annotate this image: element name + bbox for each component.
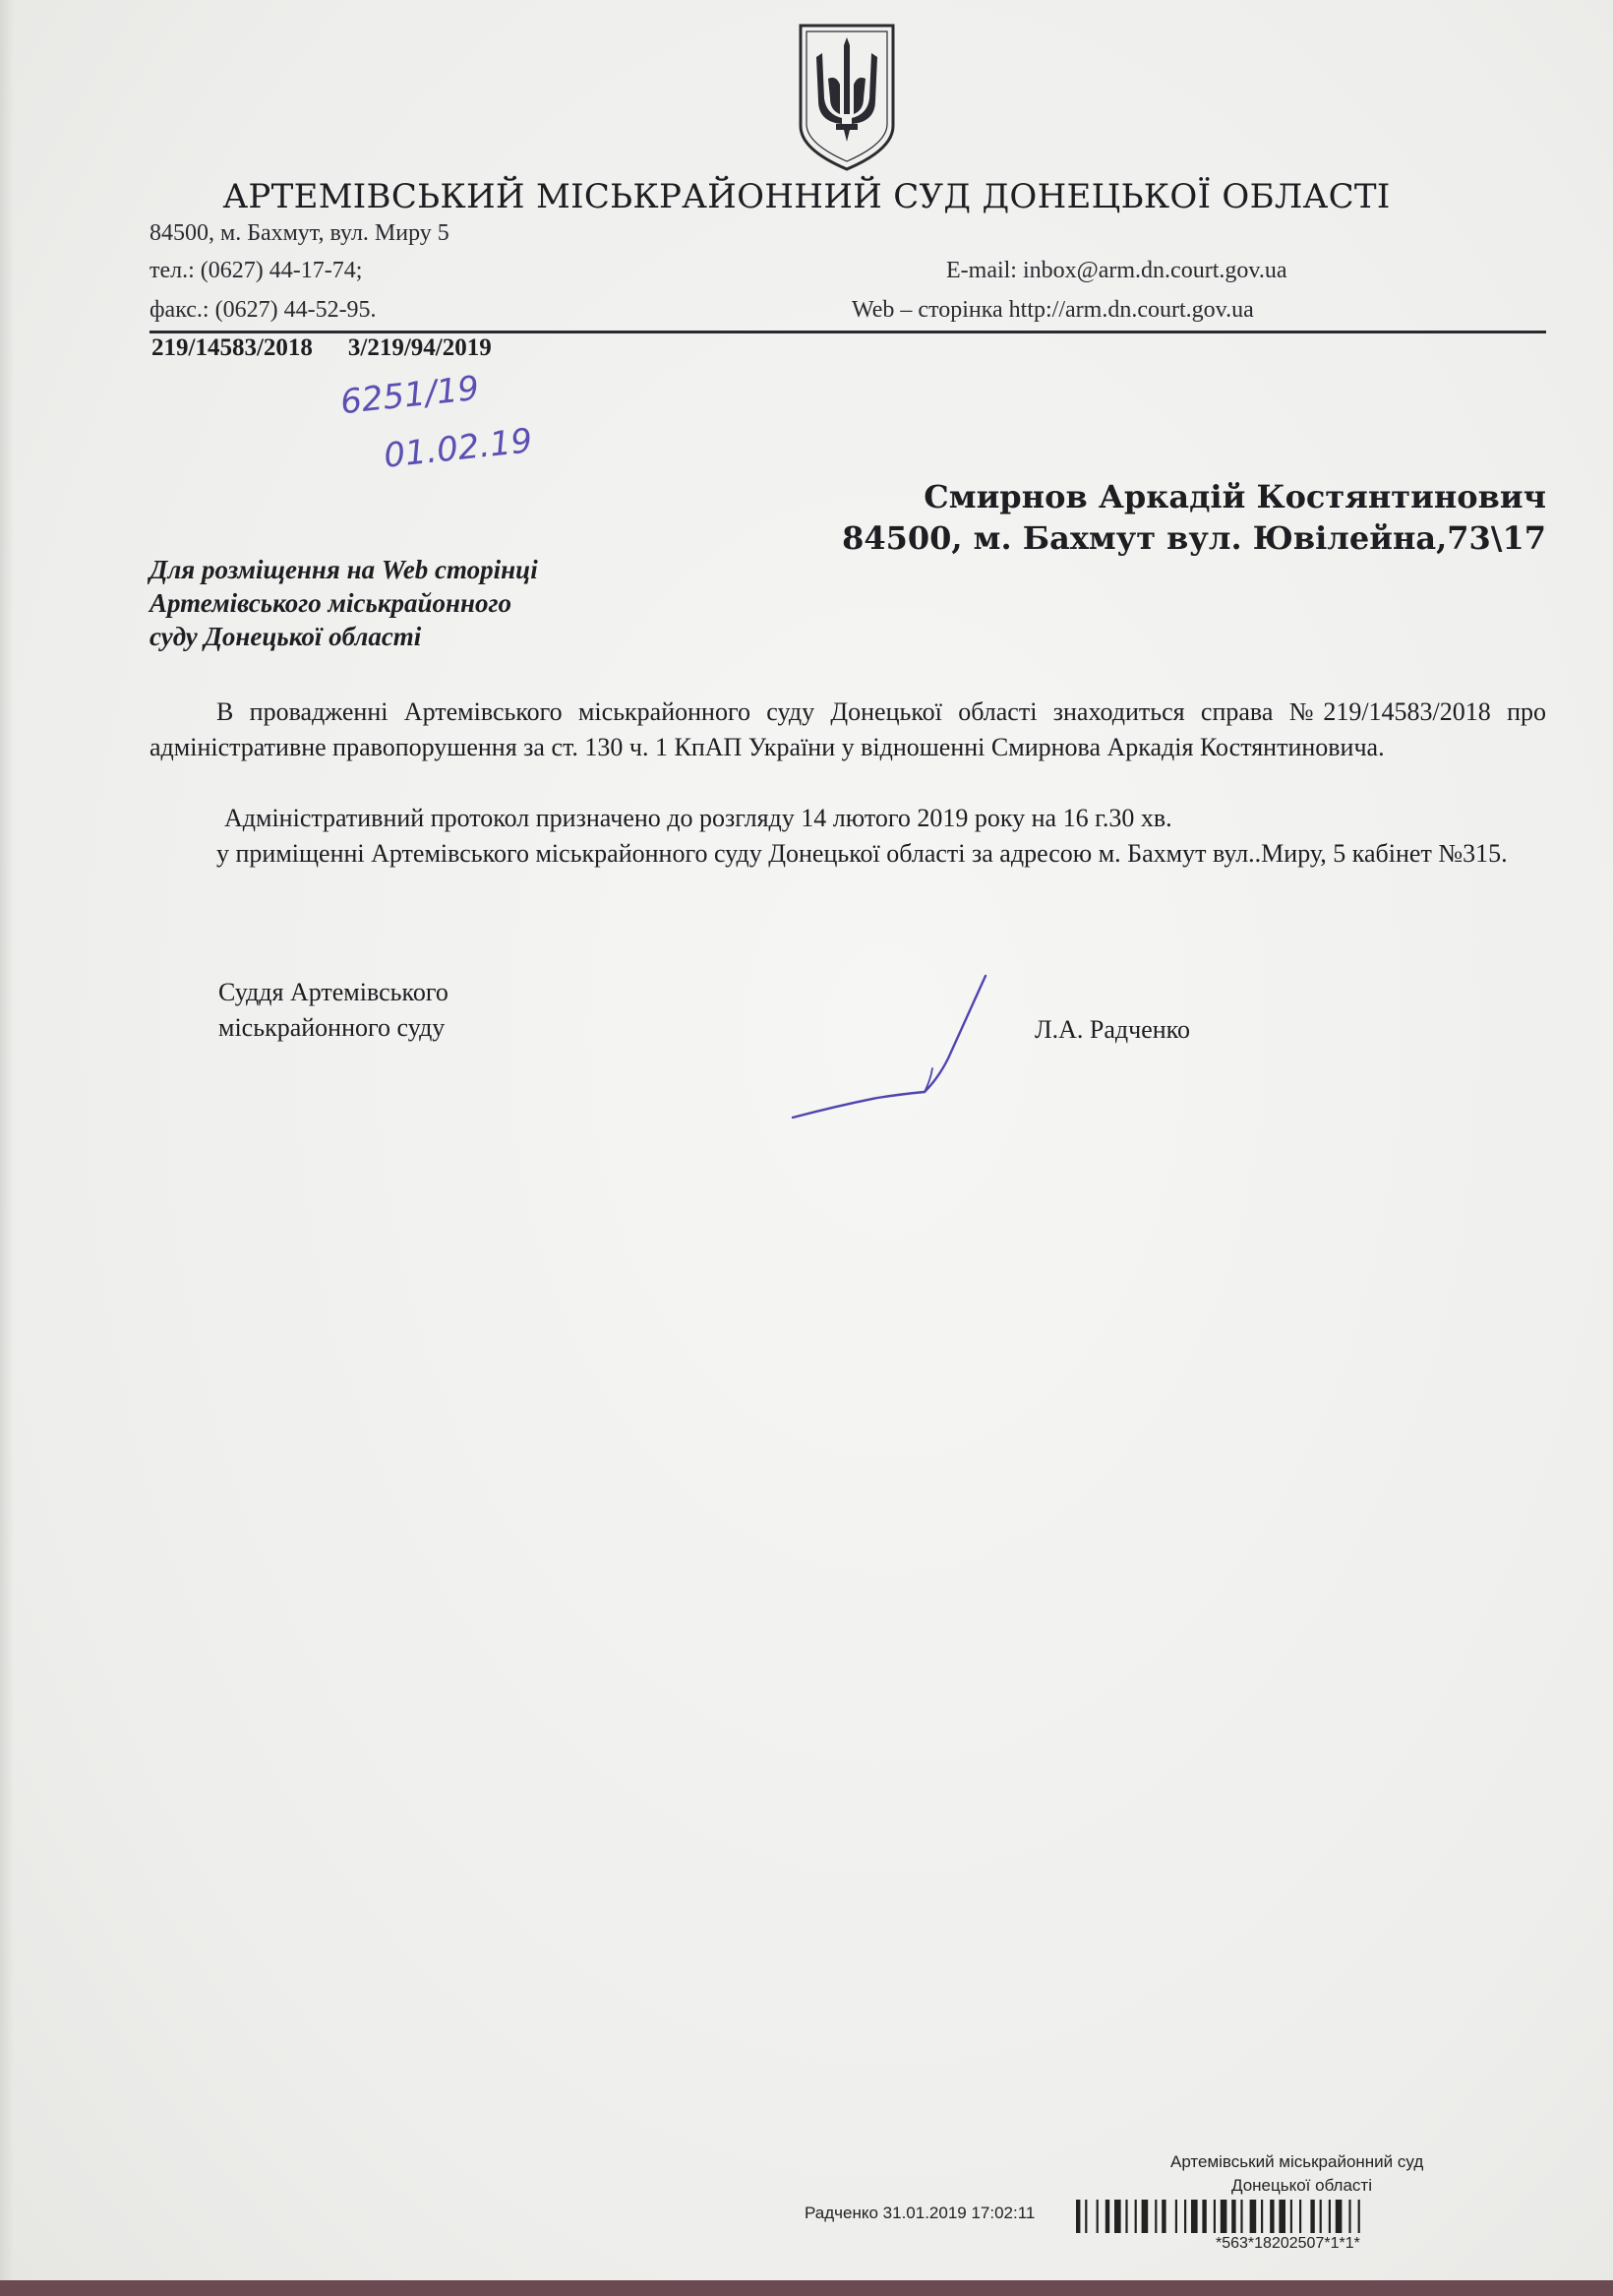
judge-title-line-1: Суддя Артемівського xyxy=(218,978,448,1006)
court-fax: факс.: (0627) 44-52-95. xyxy=(149,297,377,323)
body-paragraph-1 xyxy=(149,695,1546,765)
scan-shadow xyxy=(0,0,14,2280)
stamp-court-line-2: Донецької області xyxy=(1231,2176,1372,2195)
judge-title-line-2: міськрайонного суду xyxy=(218,1013,446,1042)
court-address: 84500, м. Бахмут, вул. Миру 5 xyxy=(149,220,449,246)
stamp-user-timestamp: Радченко 31.01.2019 17:02:11 xyxy=(805,2204,1036,2222)
body-text: Адміністративний протокол призначено до розгляду 14 лютого 2019 року на 16 г.30 хв. xyxy=(224,804,1172,832)
scan-edge xyxy=(0,2280,1613,2296)
body-text: у приміщенні Артемівського міськрайонного суду Донецької області за адресою м. Бахмут вул..Миру, 5 кабінет №315. xyxy=(216,839,1508,868)
barcode-icon xyxy=(1076,2200,1544,2237)
handwritten-registration-date: 01.02.19 xyxy=(382,421,535,476)
stamp-court-line-1: Артемівський міськрайонний суд xyxy=(1170,2152,1424,2171)
handwritten-registration-number: 6251/19 xyxy=(338,368,481,423)
case-number: 219/14583/2018 xyxy=(151,334,313,361)
signature-icon xyxy=(783,972,999,1125)
body-text: В провадженні Артемівського міськрайонного суду Донецької області знаходиться справа №219/14583/2018 про адміністративне правопорушення за ст. 130 ч. 1 КпАП України у відношенні Смирнова Аркадія Костянтиновича. xyxy=(149,697,1546,761)
barcode-text: *563*18202507*1*1* xyxy=(1216,2235,1360,2252)
proceeding-number: 3/219/94/2019 xyxy=(347,334,492,361)
court-phone: тел.: (0627) 44-17-74; xyxy=(149,258,363,283)
addressee-name: Смирнов Аркадій Костянтинович xyxy=(924,478,1546,515)
court-website: Web – сторінка http://arm.dn.court.gov.ua xyxy=(852,297,1254,323)
court-email: E-mail: inbox@arm.dn.court.gov.ua xyxy=(946,258,1287,283)
court-name: АРТЕМІВСЬКИЙ МІСЬКРАЙОННИЙ СУД ДОНЕЦЬКОЇ ОБЛАСТІ xyxy=(222,177,1391,216)
trident-emblem-icon xyxy=(793,20,901,173)
web-note-line: Артемівського міськрайонного xyxy=(149,588,511,618)
judge-name: Л.А. Радченко xyxy=(1035,1015,1190,1044)
case-numbers xyxy=(151,334,492,362)
body-paragraph-3 xyxy=(149,836,1526,872)
web-note-line: Для розміщення на Web сторінці xyxy=(149,555,538,584)
header-divider xyxy=(149,331,1546,333)
web-note-line: суду Донецької області xyxy=(149,622,422,651)
addressee-address: 84500, м. Бахмут вул. Ювілейна,73\17 xyxy=(842,519,1546,557)
body-paragraph-2 xyxy=(149,801,1546,836)
